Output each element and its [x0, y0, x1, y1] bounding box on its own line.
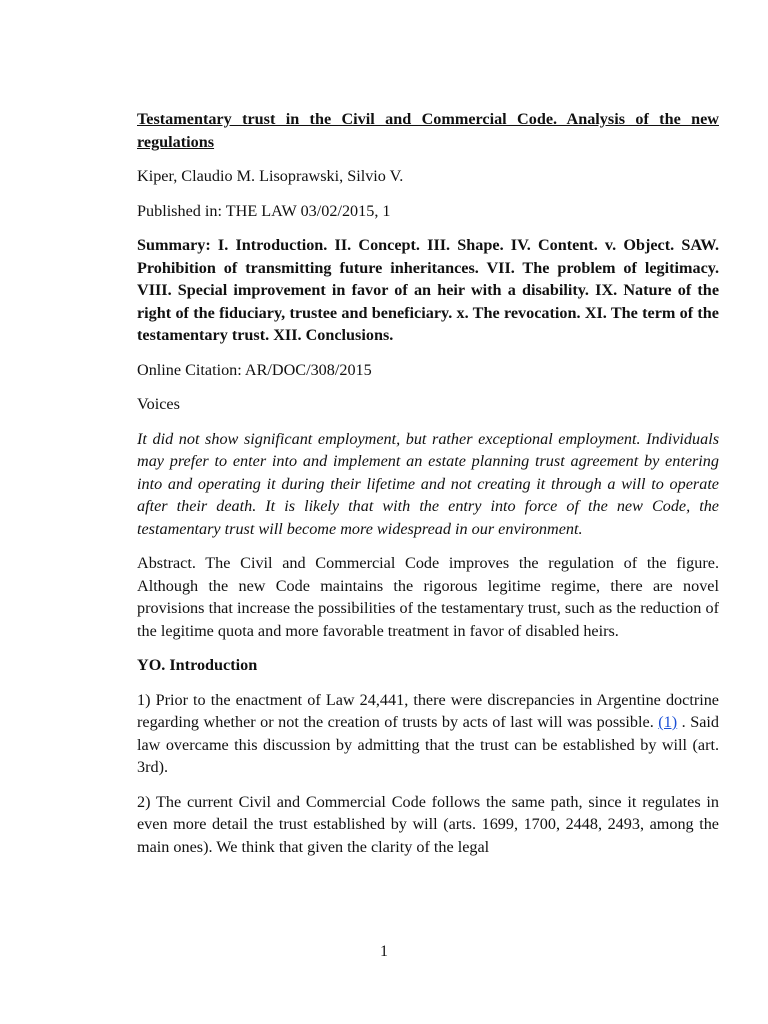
document-title: Testamentary trust in the Civil and Commercial Code. Analysis of the new regulations [137, 110, 719, 151]
page-number: 1 [380, 943, 388, 960]
document-page [137, 108, 719, 858]
paragraph-1-text-start: 1) Prior to the enactment of Law 24,441, there were discrepancies in Argentine doctrine regarding whether or not the creation of trusts by acts of last will was possible. [137, 690, 719, 731]
summary: Summary: I. Introduction. II. Concept. III. Shape. IV. Content. v. Object. SAW. Prohibition of transmitting future inheritances. VII. The problem of legitimacy. VIII. Special improvement in favor of an heir with a disability. IX. Nature of the right of the fiduciary, trustee and beneficiary. x. The revocation. XI. The term of the testamentary trust. XII. Conclusions. [137, 236, 719, 344]
voices-text: It did not show significant employment, but rather exceptional employment. Individuals may prefer to enter into and implement an estate planning trust agreement by entering into and operating it during their lifetime and not creating it through a will to operate after their death. It is likely that with the entry into force of the new Code, the testamentary trust will become more widespread in our environment. [137, 429, 719, 538]
publication-info: Published in: THE LAW 03/02/2015, 1 [137, 201, 391, 220]
paragraph-2: 2) The current Civil and Commercial Code follows the same path, since it regulates in even more detail the trust established by will (arts. 1699, 1700, 2448, 2493, among the main ones). We think that given the clarity of the legal [137, 792, 719, 856]
abstract: Abstract. The Civil and Commercial Code improves the regulation of the figure. Although the new Code maintains the rigorous legitime regime, there are novel provisions that increase the possibilities of the testamentary trust, such as the reduction of the legitime quota and more favorable treatment in favor of disabled heirs. [137, 554, 719, 640]
online-citation: Online Citation: AR/DOC/308/2015 [137, 360, 372, 379]
section-heading: YO. Introduction [137, 656, 258, 674]
footnote-link-1[interactable]: (1) [658, 713, 678, 731]
paragraph-1 [137, 689, 719, 779]
paragraph-1-text-end: . Said law overcame this discussion by admitting that the trust can be established by will (art. 3rd). [137, 713, 720, 776]
voices-label: Voices [137, 395, 180, 413]
authors: Kiper, Claudio M. Lisoprawski, Silvio V. [137, 167, 404, 185]
